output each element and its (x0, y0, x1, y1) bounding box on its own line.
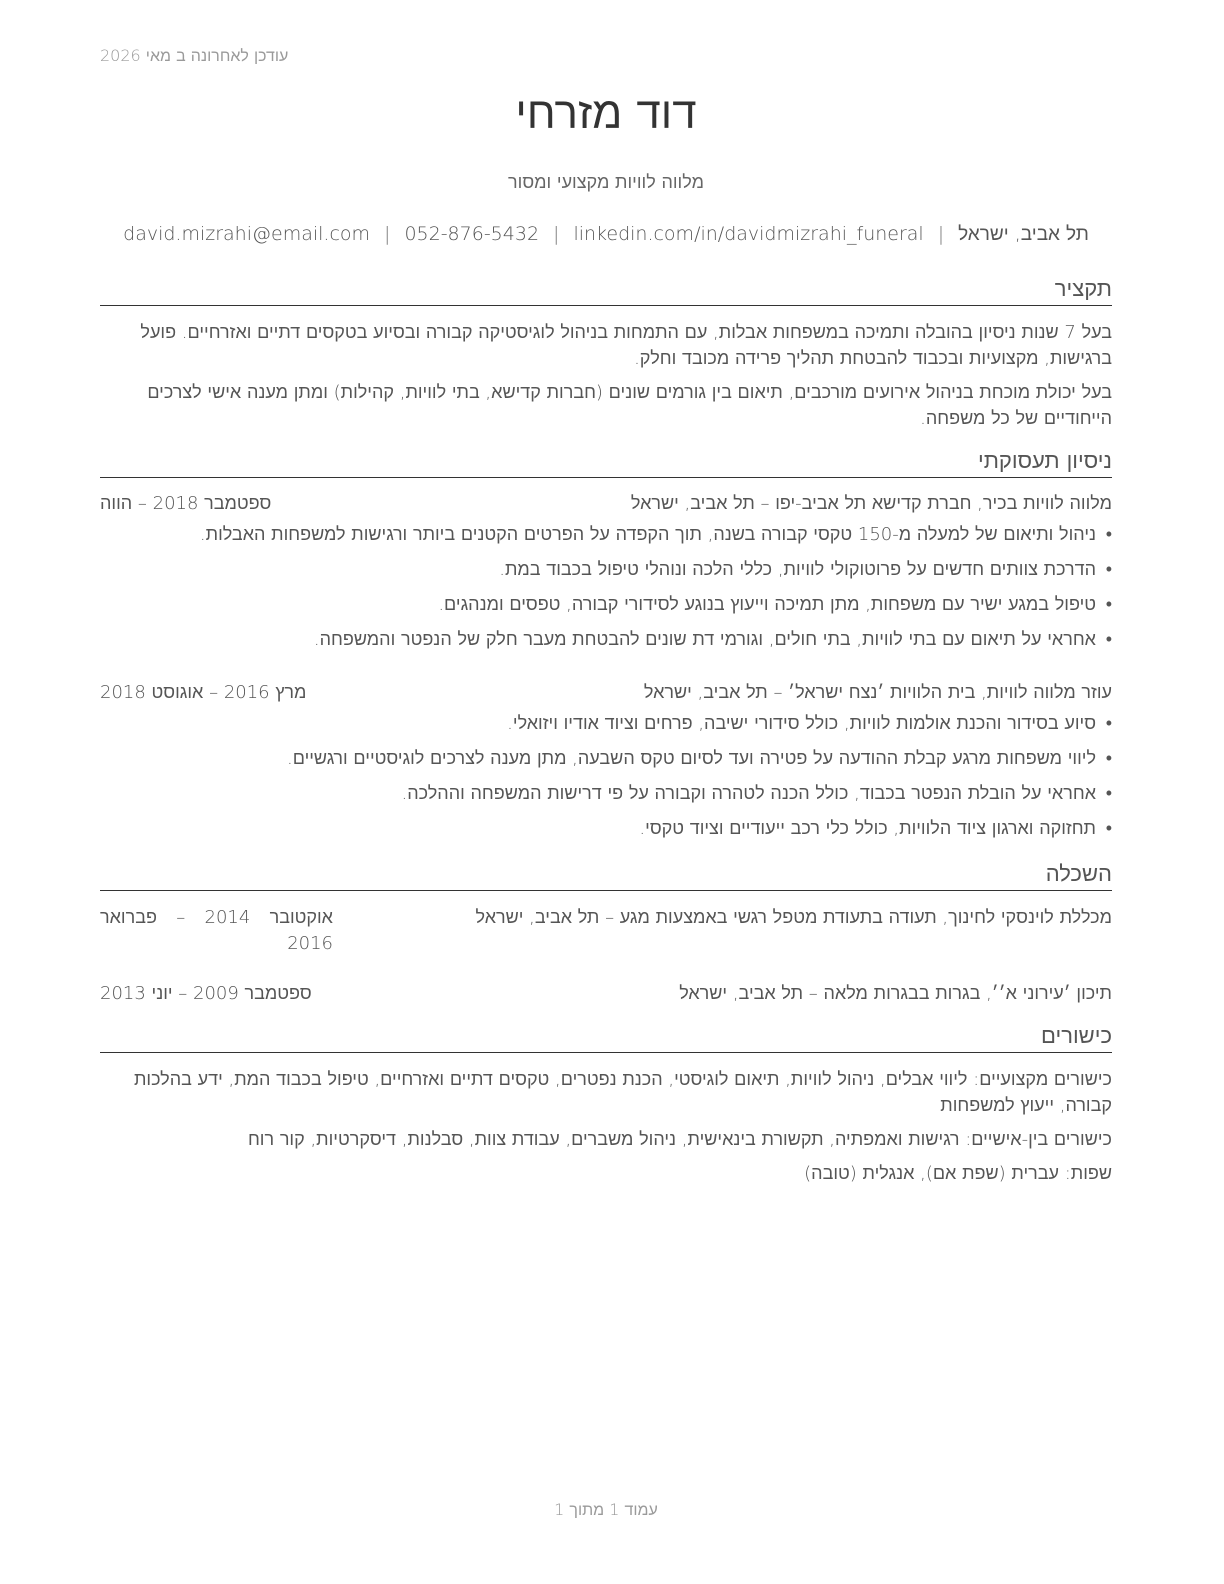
bullet-icon: • (1105, 559, 1112, 580)
contact-location: תל אביב, ישראל (958, 223, 1089, 245)
candidate-name: דוד מזרחי (515, 88, 697, 139)
bullet-icon: • (1105, 594, 1112, 615)
bullet-text: תחזוקה וארגון ציוד הלוויות, כולל כלי רכב ייעודיים וציוד טקסי. (639, 818, 1096, 839)
bullet-text: ליווי משפחות מרגע קבלת ההודעה על פטירה ועד לסיום טקס השבעה, מתן מענה לצרכים לוגיסטיים ורגשיים. (287, 748, 1096, 769)
job-dates: מרץ 2016 – אוגוסט 2018 (100, 682, 307, 703)
job-dates: ספטמבר 2018 – הווה (100, 493, 272, 514)
section-title-skills: כישורים (100, 1022, 1112, 1053)
list-item (100, 711, 1112, 746)
summary-paragraph: בעל 7 שנות ניסיון בהובלה ותמיכה במשפחות אבלות, עם התמחות בניהול לוגיסטיקה קבורה ובסיוע בטקסים דתיים ואזרחיים. פועל ברגישות, מקצועיות ובכבוד להבטחת תהליך פרידה מכובד וחלק. (140, 322, 1112, 369)
skills-interpersonal: כישורים בין-אישיים: רגישות ואמפתיה, תקשורת בינאישית, ניהול משברים, עבודת צוות, סבלנות, דיסקרטיות, קור רוח (247, 1129, 1112, 1150)
bullet-text: טיפול במגע ישיר עם משפחות, מתן תמיכה וייעוץ בנוגע לסידורי קבורה, טפסים ומנהגים. (438, 594, 1096, 615)
candidate-subtitle: מלווה לוויות מקצועי ומסור (508, 172, 704, 193)
job-header (100, 491, 1112, 517)
contact-email[interactable]: david.mizrahi@email.com (123, 223, 371, 245)
bullet-text: אחראי על הובלת הנפטר בכבוד, כולל הכנה לטהרה וקבורה על פי דרישות המשפחה וההלכה. (401, 783, 1096, 804)
education-institution: מכללת לוינסקי לחינוך, תעודה בתעודת מטפל רגשי באמצעות מגע – תל אביב, ישראל (475, 907, 1112, 928)
contact-separator: | (384, 223, 391, 245)
section-title-summary: תקציר (100, 275, 1112, 306)
contact-separator: | (937, 223, 945, 245)
page-number: עמוד 1 מתוך 1 (554, 1500, 658, 1519)
skills-languages: שפות: עברית (שפת אם), אנגלית (טובה) (804, 1163, 1112, 1184)
contact-line (100, 223, 1112, 246)
list-item (100, 816, 1112, 851)
bullet-icon: • (1105, 629, 1112, 650)
education-institution: תיכון ׳עירוני א׳׳, בגרות בבגרות מלאה – תל אביב, ישראל (679, 983, 1112, 1004)
bullet-text: הדרכת צוותים חדשים על פרוטוקולי לוויות, כללי הלכה ונוהלי טיפול בכבוד במת. (499, 559, 1096, 580)
section-title-experience: ניסיון תעסוקתי (100, 447, 1112, 478)
bullet-text: אחראי על תיאום עם בתי לוויות, בתי חולים, וגורמי דת שונים להבטחת מעבר חלק של הנפטר והמשפחה. (313, 629, 1096, 650)
job-role: מלווה לוויות בכיר, חברת קדישא תל אביב-יפו – תל אביב, ישראל (630, 493, 1112, 514)
bullet-text: ניהול ותיאום של למעלה מ-150 טקסי קבורה בשנה, תוך הקפדה על הפרטים הקטנים ביותר ורגישות למשפחות האבלות. (199, 524, 1096, 545)
job-role: עוזר מלווה לוויות, בית הלוויות ׳נצח ישראל׳ – תל אביב, ישראל (643, 682, 1112, 703)
last-updated-note: עודכן לאחרונה ב מאי 2026 (100, 46, 289, 65)
bullet-icon: • (1105, 748, 1112, 769)
skills-professional: כישורים מקצועיים: ליווי אבלים, ניהול לוויות, תיאום לוגיסטי, הכנת נפטרים, טקסים דתיים ואזרחיים, טיפול בכבוד המת, ידע בהלכות קבורה, ייעוץ למשפחות (133, 1069, 1112, 1116)
list-item (100, 557, 1112, 592)
list-item (100, 781, 1112, 816)
bullet-icon: • (1105, 783, 1112, 804)
list-item (100, 746, 1112, 781)
bullet-icon: • (1105, 524, 1112, 545)
list-item (100, 522, 1112, 557)
summary-paragraph: בעל יכולת מוכחת בניהול אירועים מורכבים, תיאום בין גורמים שונים (חברות קדישא, בתי לוויות, קהילות) ומתן מענה אישי לצרכים הייחודיים של כל משפחה. (147, 382, 1112, 429)
job-header (100, 680, 1112, 706)
contact-linkedin[interactable]: linkedin.com/in/davidmizrahi_funeral (573, 223, 924, 245)
list-item (100, 592, 1112, 627)
education-item (100, 905, 1112, 957)
bullet-icon: • (1105, 818, 1112, 839)
contact-separator: | (553, 223, 560, 245)
bullet-icon: • (1105, 713, 1112, 734)
list-item (100, 627, 1112, 662)
bullet-text: סיוע בסידור והכנת אולמות לוויות, כולל סידורי ישיבה, פרחים וציוד אודיו ויזואלי. (507, 713, 1096, 734)
education-item (100, 981, 1112, 1007)
section-title-education: השכלה (100, 860, 1112, 891)
contact-phone[interactable]: 052-876-5432 (404, 223, 540, 245)
education-dates: אוקטובר 2014 – פברואר 2016 (100, 907, 333, 954)
job-bullets (100, 522, 1112, 662)
education-dates: ספטמבר 2009 – יוני 2013 (100, 983, 312, 1004)
resume-page (100, 0, 1112, 1584)
job-bullets (100, 711, 1112, 851)
